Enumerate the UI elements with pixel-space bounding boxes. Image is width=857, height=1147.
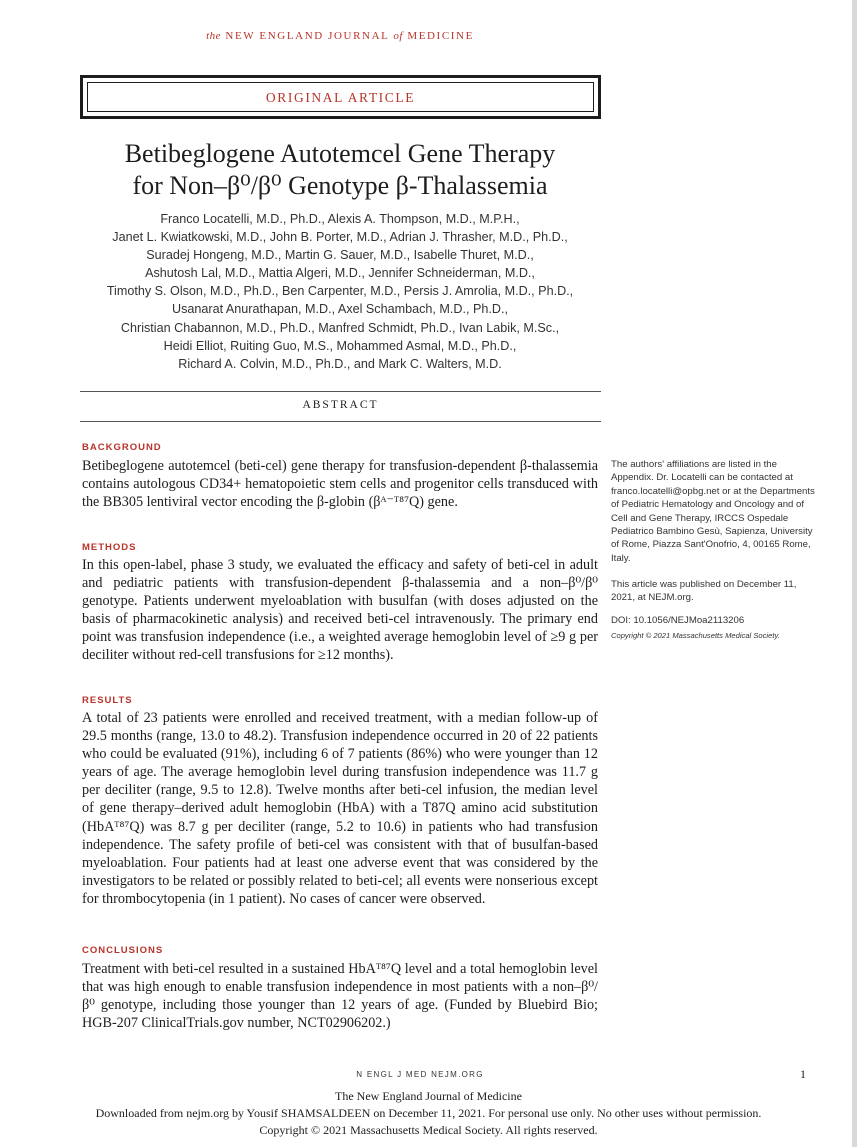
methods-heading: METHODS: [82, 542, 137, 553]
author-line: Franco Locatelli, M.D., Ph.D., Alexis A. Thompson, M.D., M.P.H.,: [160, 212, 520, 226]
footer-journal-name: The New England Journal of Medicine: [335, 1089, 522, 1103]
author-line: Janet L. Kwiatkowski, M.D., John B. Porter, M.D., Adrian J. Thrasher, M.D., Ph.D.,: [112, 230, 568, 245]
background-heading: BACKGROUND: [82, 442, 162, 453]
page-number: 1: [800, 1067, 806, 1081]
author-line: Usanarat Anurathapan, M.D., Axel Schambach, M.D., Ph.D.,: [172, 302, 508, 317]
abstract-bottom-rule: [80, 421, 601, 422]
journal-prefix: the: [206, 30, 222, 42]
journal-name-end: MEDICINE: [407, 30, 474, 42]
footer-copyright: Copyright © 2021 Massachusetts Medical Society. All rights reserved.: [259, 1123, 598, 1137]
sidebar-copyright: Copyright © 2021 Massachusetts Medical Society.: [611, 631, 780, 640]
author-list: [40, 210, 640, 373]
page-edge: [852, 0, 857, 1147]
author-line: Heidi Elliot, Ruiting Guo, M.S., Mohammed Asmal, M.D., Ph.D.,: [163, 338, 517, 353]
author-line: Suradej Hongeng, M.D., Martin G. Sauer, M.D., Isabelle Thuret, M.D.,: [146, 248, 534, 263]
author-line: Ashutosh Lal, M.D., Mattia Algeri, M.D., Jennifer Schneiderman, M.D.,: [145, 266, 535, 281]
abstract-top-rule: [80, 391, 601, 392]
results-heading: RESULTS: [82, 695, 133, 706]
footer-download-notice: Downloaded from nejm.org by Yousif SHAMSALDEEN on December 11, 2021. For personal use only. No other uses without permission.: [95, 1106, 762, 1120]
author-line: Timothy S. Olson, M.D., Ph.D., Ben Carpenter, M.D., Persis J. Amrolia, M.D., Ph.D.,: [106, 284, 574, 299]
conclusions-text: Treatment with beti-cel resulted in a sustained HbAᵀ⁸⁷Q level and a total hemoglobin level that was high enough to enable transfusion independence in most patients with a non–β⁰/β⁰ genotype, including those younger than 12 years of age. (Funded by Bluebird Bio; HGB-207 ClinicalTrials.gov number, NCT02906202.): [82, 961, 598, 1032]
doi: DOI: 10.1056/NEJMoa2113206: [611, 615, 745, 626]
footer-journal-abbrev: N ENGL J MED NEJM.ORG: [356, 1070, 484, 1079]
title-line-1: Betibeglogene Autotemcel Gene Therapy: [124, 139, 556, 168]
author-line: Richard A. Colvin, M.D., Ph.D., and Mark C. Walters, M.D.: [178, 356, 502, 371]
journal-header: [0, 30, 680, 42]
journal-of: of: [393, 30, 403, 42]
abstract-label: ABSTRACT: [302, 399, 379, 411]
author-affiliations: The authors' affiliations are listed in the Appendix. Dr. Locatelli can be contacted at franco.locatelli@opbg.net or at the Departments of Pediatric Hematology and Oncology and of Cell and Gene Therapy, IRCCS Ospedale Pediatrico Bambino Gesù, Sapienza, University of Rome, Piazza Sant'Onofrio, 4, 00165 Rome, Italy.: [611, 459, 815, 564]
article-title: [40, 138, 640, 202]
results-text: A total of 23 patients were enrolled and received treatment, with a median follow-up of 29.5 months (range, 13.0 to 48.2). Transfusion independence occurred in 20 of 22 patients who could be evaluated (91%), including 6 of 7 patients (86%) who were younger than 12 years of age. The average hemoglobin level during transfusion independence was 11.7 g per deciliter (range, 9.5 to 12.8). Twelve months after beti-cel infusion, the median level of gene therapy–derived adult hemoglobin (HbA) with a T87Q amino acid substitution (HbAᵀ⁸⁷Q) was 8.7 g per deciliter (range, 5.2 to 10.6) in patients who had transfusion independence. The safety profile of beti-cel was consistent with that of busulfan-based myeloablation. Four patients had at least one adverse event that was considered by the investigators to be related or possibly related to beti-cel; all events were nonserious except for thrombocytopenia (in 1 patient). No cases of cancer were observed.: [82, 710, 598, 907]
journal-name: NEW ENGLAND JOURNAL: [225, 30, 390, 42]
title-line-2: for Non–β⁰/β⁰ Genotype β-Thalassemia: [132, 171, 548, 200]
article-type: ORIGINAL ARTICLE: [265, 90, 416, 105]
publication-note: This article was published on December 11, 2021, at NEJM.org.: [611, 579, 797, 604]
background-text: Betibeglogene autotemcel (beti-cel) gene therapy for transfusion-dependent β-thalassemia contains autologous CD34+ hematopoietic stem cells and progenitor cells transduced with the BB305 lentiviral vector encoding the β-globin (βᴬ⁻ᵀ⁸⁷Q) gene.: [82, 458, 598, 511]
author-line: Christian Chabannon, M.D., Ph.D., Manfred Schmidt, Ph.D., Ivan Labik, M.Sc.,: [120, 320, 560, 335]
methods-text: In this open-label, phase 3 study, we evaluated the efficacy and safety of beti-cel in adult and pediatric patients with transfusion-dependent β-thalassemia and a non–β⁰/β⁰ genotype. Patients underwent myeloablation with busulfan (with doses adjusted on the basis of pharmacokinetic analysis) and received beti-cel intravenously. The primary end point was transfusion independence (i.e., a weighted average hemoglobin level of ≥9 g per deciliter without red-cell transfusions for ≥12 months).: [82, 557, 598, 664]
conclusions-heading: CONCLUSIONS: [82, 945, 164, 956]
